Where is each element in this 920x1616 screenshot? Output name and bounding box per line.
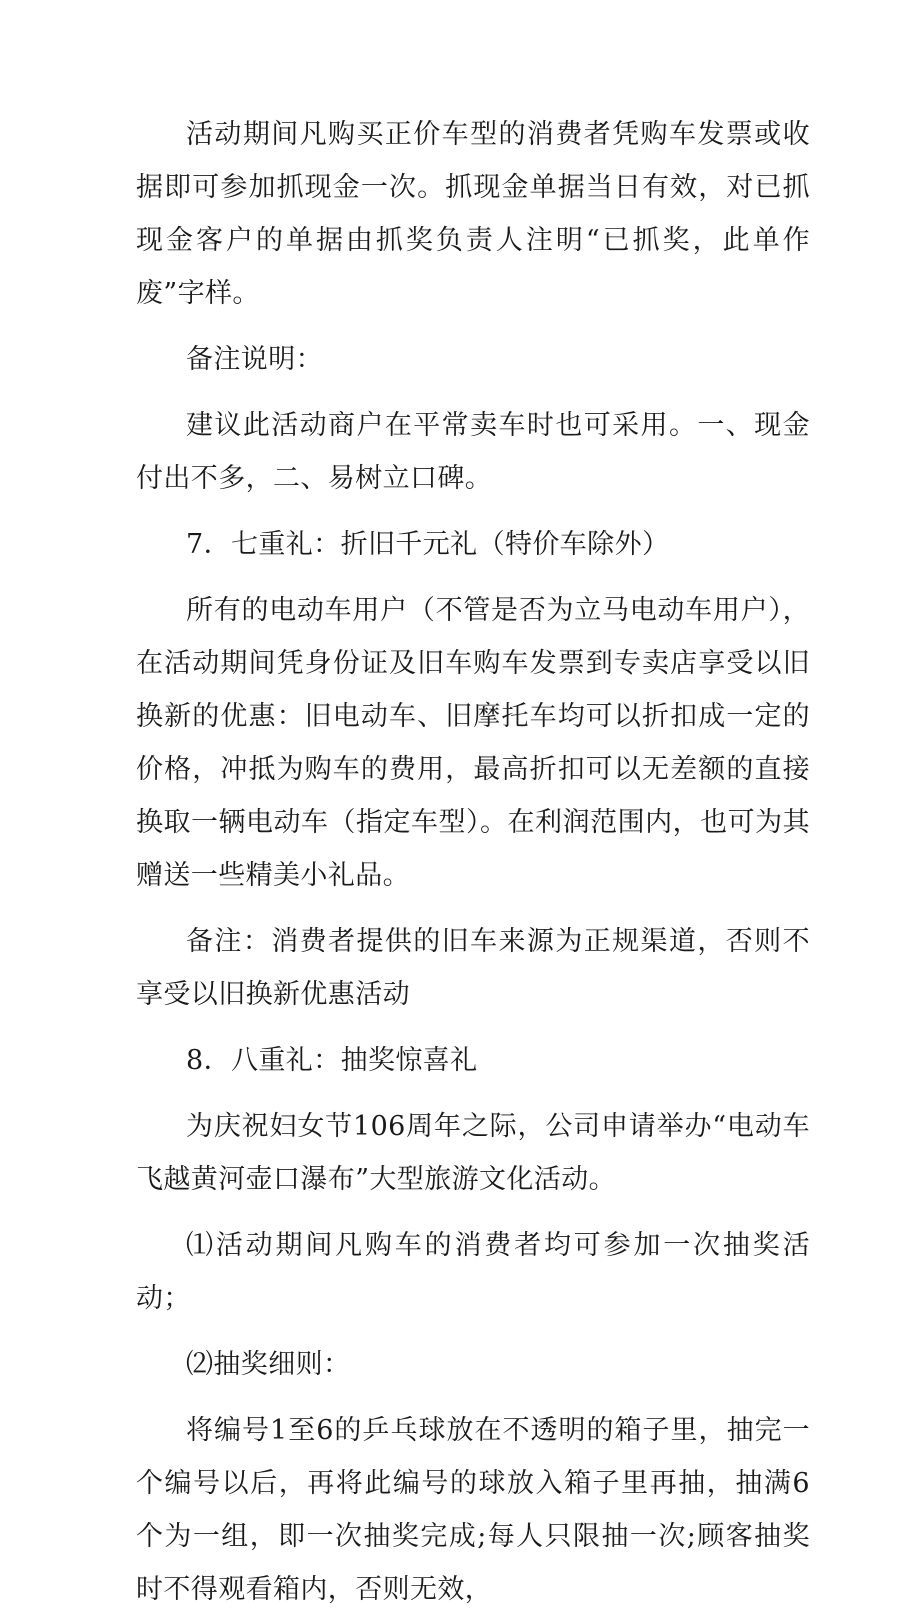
paragraph-suggestion: 建议此活动商户在平常卖车时也可采用。一、现金付出不多，二、易树立口碑。 bbox=[136, 410, 810, 494]
list-item-1: ⑴活动期间凡购车的消费者均可参加一次抽奖活动； bbox=[136, 1230, 810, 1314]
section-heading-8: 8．八重礼：抽奖惊喜礼 bbox=[186, 1045, 478, 1076]
paragraph-lottery-rules: 将编号1至6的乒乓球放在不透明的箱子里，抽完一个编号以后，再将此编号的球放入箱子里再抽，抽满6个为一组，即一次抽奖完成;每人只限抽一次;顾客抽奖时不得观看箱内，否则无效， bbox=[136, 1415, 810, 1605]
paragraph-celebration: 为庆祝妇女节106周年之际，公司申请举办“电动车飞越黄河壶口瀑布”大型旅游文化活动。 bbox=[136, 1111, 810, 1195]
paragraph-cash-draw: 活动期间凡购买正价车型的消费者凭购车发票或收据即可参加抓现金一次。抓现金单据当日有效，对已抓现金客户的单据由抓奖负责人注明“已抓奖，此单作废”字样。 bbox=[136, 119, 810, 309]
section-heading-7: 7．七重礼：折旧千元礼（特价车除外） bbox=[186, 529, 670, 560]
list-item-2: ⑵抽奖细则： bbox=[186, 1349, 351, 1380]
paragraph-trade-in-remark: 备注：消费者提供的旧车来源为正规渠道，否则不享受以旧换新优惠活动 bbox=[136, 926, 810, 1010]
paragraph-trade-in: 所有的电动车用户（不管是否为立马电动车用户），在活动期间凭身份证及旧车购车发票到专卖店享受以旧换新的优惠：旧电动车、旧摩托车均可以折扣成一定的价格，冲抵为购车的费用，最高折扣可以无差额的直接换取一辆电动车（指定车型）。在利润范围内，也可为其赠送一些精美小礼品。 bbox=[136, 595, 810, 891]
paragraph-remark-heading: 备注说明： bbox=[186, 344, 323, 375]
